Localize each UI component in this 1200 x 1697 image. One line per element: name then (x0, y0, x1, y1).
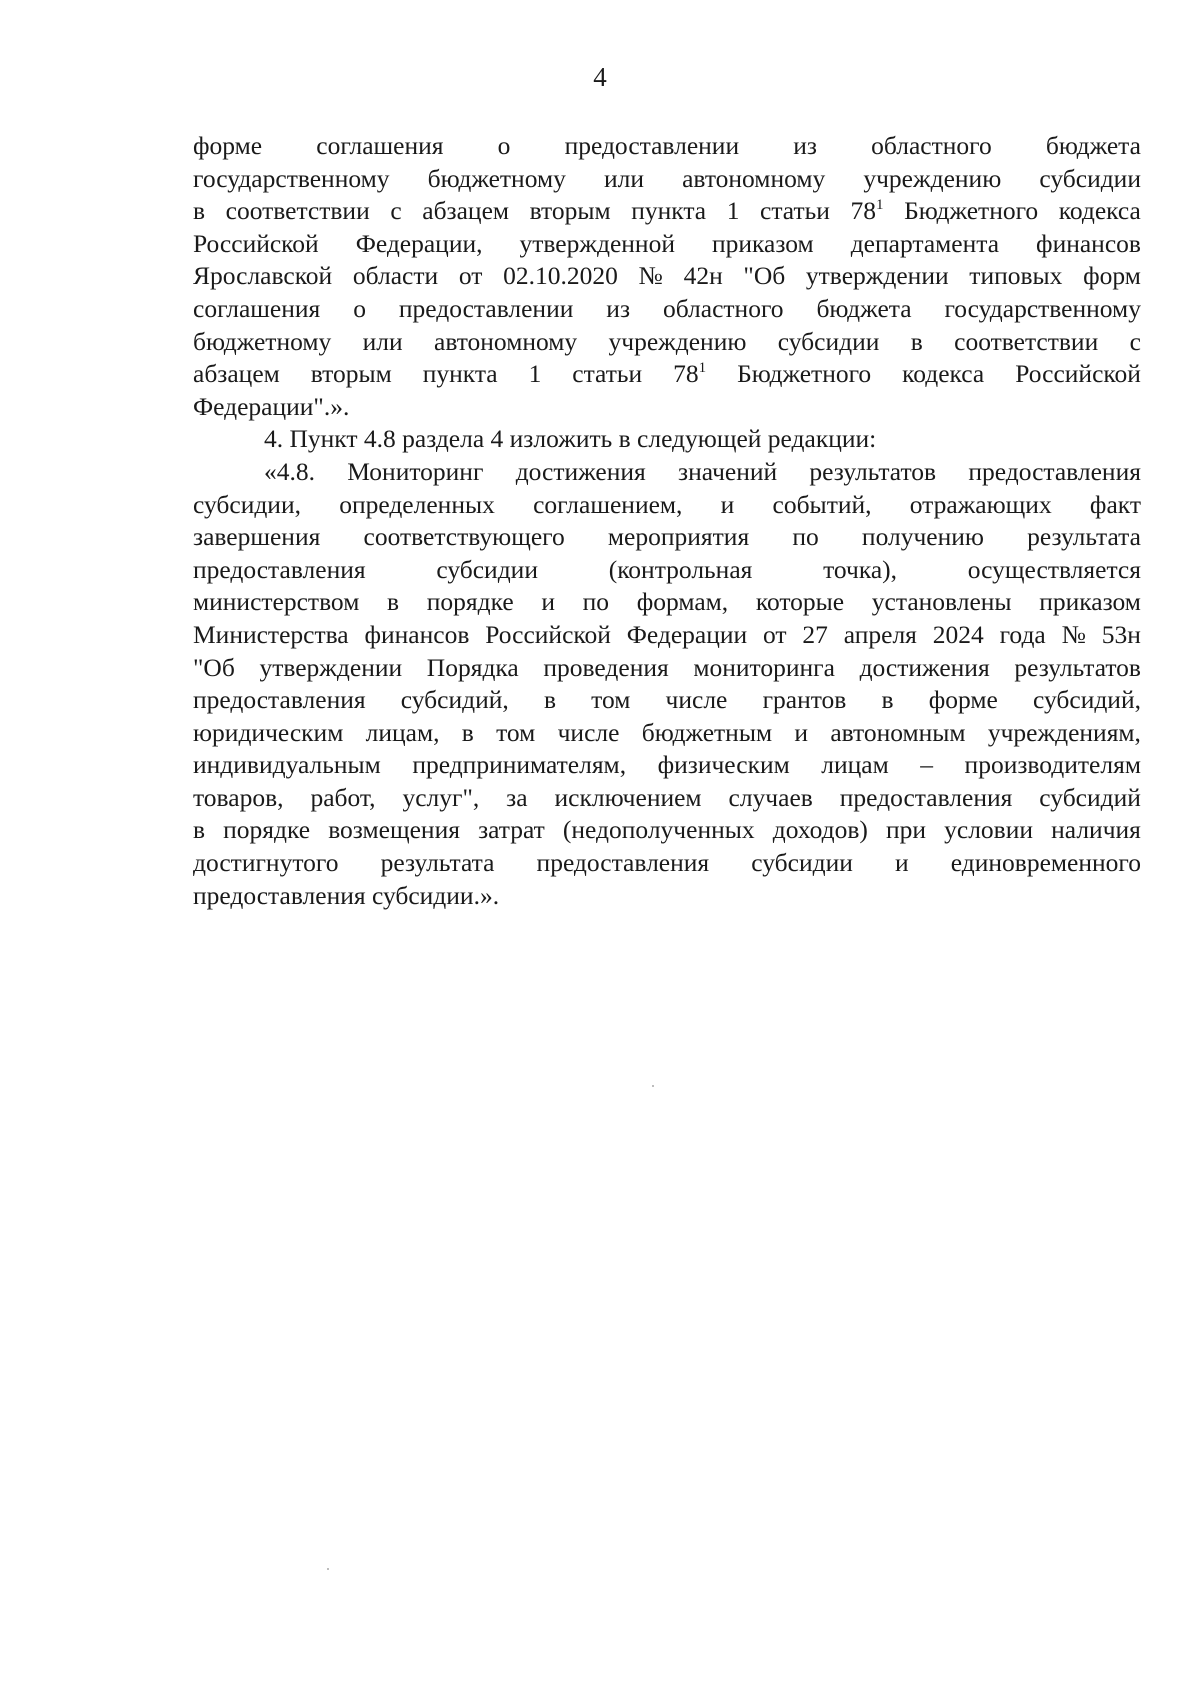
word: числе (557, 717, 620, 747)
word: условии (944, 815, 1034, 845)
word: "Об (193, 652, 235, 682)
word: порядке (223, 815, 311, 845)
text-line (193, 586, 1141, 619)
word: бюджета (816, 293, 912, 323)
word: том (496, 717, 536, 747)
word: статьи (760, 196, 830, 226)
word: предоставления (193, 554, 366, 584)
word: субсидии (751, 848, 853, 878)
word: министерством (193, 587, 360, 617)
word: которые (755, 587, 845, 617)
superscript: 1 (875, 197, 884, 214)
word: № (1061, 619, 1086, 649)
word: Российской (485, 619, 611, 649)
word: государственному (193, 163, 390, 193)
word: и (794, 717, 809, 747)
word: и (895, 848, 909, 878)
word: областного (871, 131, 992, 160)
word: достижения (859, 652, 990, 682)
word: 27 (802, 619, 828, 649)
word: результата (1027, 522, 1141, 552)
word: или (603, 163, 644, 193)
text-line (193, 782, 1141, 815)
word: или (362, 326, 403, 356)
word: единовременного (950, 848, 1141, 878)
word: соответствии (954, 326, 1099, 356)
word: Российской (193, 228, 319, 258)
word: в (881, 685, 894, 715)
word: проведения (543, 652, 669, 682)
text-line (193, 717, 1141, 750)
text-line: Федерации".». (193, 391, 350, 421)
word: субсидий, (400, 685, 509, 715)
word: Ярославской (193, 261, 333, 291)
paragraph-item-4: 4. Пункт 4.8 раздела 4 изложить в следующей редакции: (264, 424, 877, 454)
word: вторым (310, 359, 392, 389)
word: порядке (426, 587, 514, 617)
word: форме (193, 131, 263, 160)
paragraph-clause-4-8 (193, 456, 1141, 912)
word: типовых (969, 261, 1063, 291)
word: лицам (821, 750, 889, 780)
text-line (193, 521, 1141, 554)
paragraph-lines (193, 130, 1141, 391)
word: результатов (809, 456, 937, 486)
word: пункта (631, 196, 707, 226)
word: финансов (1036, 228, 1141, 258)
word: области (352, 261, 439, 291)
word: юридическим (193, 717, 344, 747)
text-line (193, 456, 1141, 489)
word: департамента (850, 228, 1000, 258)
word: форм (1083, 261, 1141, 291)
word: от (458, 261, 483, 291)
word: мероприятия (607, 522, 750, 552)
word: установлены (871, 587, 1012, 617)
word: учреждению (863, 163, 1002, 193)
word: Федерации (626, 619, 748, 649)
word: по (582, 587, 610, 617)
word: грантов (762, 685, 847, 715)
word: субсидии (777, 326, 880, 356)
text-line (193, 554, 1141, 587)
word: вторым (529, 196, 611, 226)
text-line (193, 195, 1141, 228)
word: факт (1089, 489, 1141, 519)
word: Министерства (193, 619, 349, 649)
word: физическим (657, 750, 790, 780)
word: и (720, 489, 735, 519)
word: производителям (964, 750, 1141, 780)
word: по (792, 522, 819, 552)
word: субсидии, (193, 489, 301, 519)
word: Порядка (426, 652, 519, 682)
word: за (506, 782, 528, 812)
word: соглашения (316, 131, 444, 160)
word: предоставления (536, 848, 710, 878)
word: 1 (726, 196, 740, 226)
text-line (193, 814, 1141, 847)
word: форме (928, 685, 998, 715)
word: предоставления (839, 782, 1013, 812)
word: субсидии (436, 554, 538, 584)
word: автономным (830, 717, 966, 747)
word: 53н (1101, 619, 1141, 649)
word: соглашения (193, 293, 321, 323)
word: автономному (434, 326, 578, 356)
word: завершения (193, 522, 321, 552)
word: Российской (1015, 359, 1141, 389)
word: достигнутого (193, 848, 339, 878)
text-line (193, 847, 1141, 880)
word: при (885, 815, 927, 845)
word: возмещения (328, 815, 460, 845)
word: пункта (422, 359, 498, 389)
word: 2024 (932, 619, 984, 649)
word: в (461, 717, 474, 747)
word: бюджетному (193, 326, 332, 356)
word: государственному (944, 293, 1141, 323)
word: Мониторинг (347, 456, 484, 486)
word: финансов (364, 619, 470, 649)
word: из (793, 131, 817, 160)
word: $78^1$ (850, 196, 884, 226)
text-line (193, 163, 1141, 196)
word: из (606, 293, 631, 323)
word: в (910, 326, 923, 356)
text-line (193, 684, 1141, 717)
word: субсидий (1039, 782, 1141, 812)
word: предоставлении (398, 293, 574, 323)
scan-speck (327, 1568, 329, 1570)
word: услуг", (402, 782, 480, 812)
word: предоставления (193, 685, 366, 715)
word: предоставления (968, 456, 1141, 486)
word: приказом (711, 228, 814, 258)
word: затрат (478, 815, 545, 845)
word: числе (665, 685, 728, 715)
text-line (193, 326, 1141, 359)
word: наличия (1051, 815, 1141, 845)
page-number: 4 (593, 62, 607, 92)
word: событий, (772, 489, 872, 519)
text-line (193, 228, 1141, 261)
word: индивидуальным (193, 750, 381, 780)
word: бюджетному (427, 163, 566, 193)
word: автономному (682, 163, 826, 193)
word: доходов) (772, 815, 868, 845)
word: № (638, 261, 663, 291)
word: формам, (636, 587, 729, 617)
word: с (390, 196, 402, 226)
superscript: 1 (698, 360, 707, 377)
word: точка), (823, 554, 898, 584)
word: соответствии (225, 196, 370, 226)
word: (контрольная (608, 554, 753, 584)
word: апреля (843, 619, 917, 649)
word: достижения (515, 456, 646, 486)
word: абзацем (193, 359, 280, 389)
word: от (763, 619, 787, 649)
word: в (193, 196, 206, 226)
word: субсидии (1039, 163, 1141, 193)
word: 42н (683, 261, 723, 291)
word: предпринимателям, (412, 750, 627, 780)
document-body (193, 130, 1141, 912)
word: товаров, (193, 782, 284, 812)
word: результата (380, 848, 495, 878)
word: утверждении (805, 261, 949, 291)
text-line (193, 293, 1141, 326)
word: значений (678, 456, 778, 486)
word: мониторинга (693, 652, 835, 682)
text-line (193, 489, 1141, 522)
word: предоставлении (564, 131, 740, 160)
word: Бюджетного (737, 359, 872, 389)
word: (недополученных (562, 815, 755, 845)
text-line (193, 130, 1141, 163)
word: Федерации, (355, 228, 483, 258)
word: осуществляется (967, 554, 1141, 584)
word: "Об (743, 261, 786, 291)
word: учреждению (608, 326, 747, 356)
word: с (1129, 326, 1141, 356)
word: статьи (572, 359, 643, 389)
word: абзацем (422, 196, 510, 226)
word: кодекса (1058, 196, 1141, 226)
word: приказом (1039, 587, 1141, 617)
text-line (193, 358, 1141, 391)
word: случаев (728, 782, 813, 812)
word: результатов (1014, 652, 1141, 682)
word: и (541, 587, 555, 617)
scan-speck (652, 1085, 654, 1087)
word: года (999, 619, 1046, 649)
word: о (353, 293, 366, 323)
word: субсидий, (1033, 685, 1141, 715)
word: бюджета (1045, 131, 1141, 160)
word: о (497, 131, 511, 160)
text-line: предоставления субсидии.». (193, 880, 500, 910)
word: определенных (339, 489, 495, 519)
word: бюджетным (641, 717, 773, 747)
word: 1 (528, 359, 542, 389)
word: том (591, 685, 631, 715)
word: $78^1$ (673, 359, 707, 389)
word: 02.10.2020 (503, 261, 618, 291)
word: в (193, 815, 206, 845)
word: лицам, (365, 717, 440, 747)
word: соответствующего (363, 522, 565, 552)
word: исключением (554, 782, 702, 812)
paragraph-continuation (193, 130, 1141, 423)
paragraph-lines (193, 456, 1141, 880)
text-line (193, 619, 1141, 652)
word: в (543, 685, 556, 715)
word: отражающих (909, 489, 1052, 519)
word: учреждениям, (987, 717, 1141, 747)
word: утвержденной (519, 228, 675, 258)
word: областного (662, 293, 784, 323)
word: в (387, 587, 400, 617)
word: утверждении (259, 652, 403, 682)
word: получению (861, 522, 984, 552)
word: соглашением, (533, 489, 683, 519)
text-line (193, 652, 1141, 685)
text-line (193, 260, 1141, 293)
word: – (920, 750, 934, 780)
word: работ, (310, 782, 376, 812)
word: «4.8. (264, 456, 315, 486)
word: Бюджетного (904, 196, 1039, 226)
text-line (193, 749, 1141, 782)
word: кодекса (902, 359, 985, 389)
